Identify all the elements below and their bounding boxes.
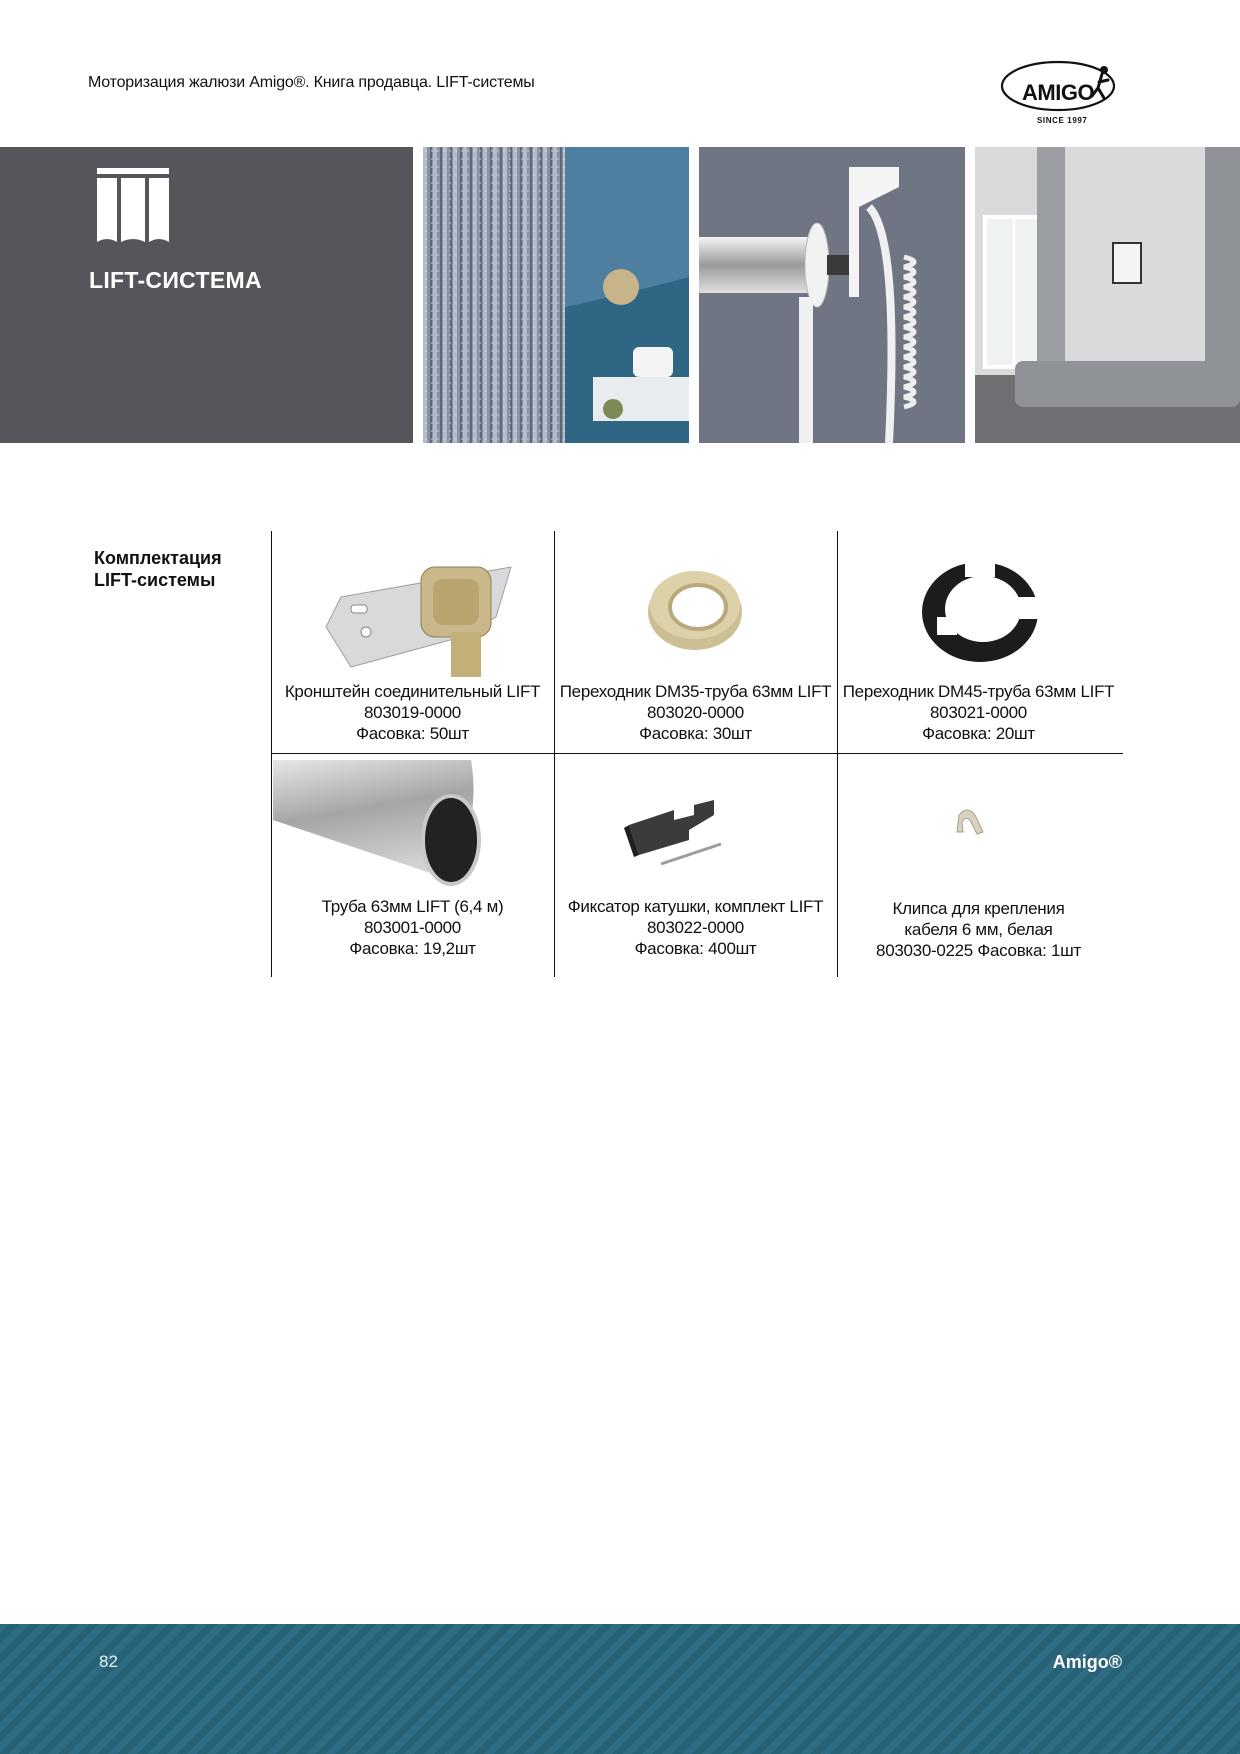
adapter-dm35-image	[554, 537, 837, 687]
page-footer	[0, 1624, 1240, 1754]
product-pack: Фасовка: 400шт	[634, 939, 757, 958]
product-code: кабеля 6 мм, белая	[904, 920, 1053, 939]
product-pack: Фасовка: 50шт	[356, 724, 469, 743]
product-text	[271, 896, 554, 959]
product-code: 803019-0000	[364, 703, 461, 722]
product-pack: 803030-0225 Фасовка: 1шт	[876, 941, 1081, 960]
product-text	[837, 898, 1120, 961]
product-card	[554, 754, 837, 977]
product-name: Переходник DM35-труба 63мм LIFT	[559, 682, 832, 701]
product-name: Кронштейн соединительный LIFT	[284, 682, 541, 701]
product-text	[554, 896, 837, 959]
footer-brand: Amigo®	[1052, 1652, 1122, 1672]
banner-label: LIFT-СИСТЕМА	[89, 267, 262, 293]
product-code: 803020-0000	[647, 703, 744, 722]
logo-wordmark: AMIGO	[1022, 80, 1095, 105]
curtain-photo	[423, 147, 689, 443]
adapter-dm45-image	[837, 537, 1120, 687]
room-photo	[975, 147, 1240, 443]
product-name: Фиксатор катушки, комплект LIFT	[567, 897, 824, 916]
product-code: 803001-0000	[364, 918, 461, 937]
section-label-line2: LIFT-системы	[94, 570, 216, 590]
hero-banner	[0, 147, 1240, 443]
logo-since: SINCE 1997	[1037, 116, 1088, 125]
product-name: Труба 63мм LIFT (6,4 м)	[321, 897, 504, 916]
product-pack: Фасовка: 20шт	[922, 724, 1035, 743]
product-name: Клипса для крепления	[892, 899, 1065, 918]
cable-clip-image	[837, 760, 1120, 910]
product-code: 803021-0000	[930, 703, 1027, 722]
product-text	[837, 681, 1120, 744]
product-text	[271, 681, 554, 744]
section-label	[94, 547, 264, 591]
product-card	[837, 531, 1120, 754]
banner-title-panel	[0, 147, 413, 443]
mechanism-photo	[699, 147, 965, 443]
product-grid	[271, 531, 1123, 977]
page-number: 82	[99, 1652, 118, 1671]
product-card	[837, 754, 1120, 977]
product-name: Переходник DM45-труба 63мм LIFT	[842, 682, 1115, 701]
product-pack: Фасовка: 19,2шт	[349, 939, 476, 958]
blind-icon	[97, 168, 169, 242]
product-card	[271, 754, 554, 977]
amigo-logo	[1000, 58, 1128, 128]
product-text	[554, 681, 837, 744]
bracket-image	[271, 537, 554, 687]
product-card	[554, 531, 837, 754]
document-header-title: Моторизация жалюзи Amigo®. Книга продавца. LIFT-системы	[88, 74, 535, 91]
product-card	[271, 531, 554, 754]
spool-lock-image	[554, 760, 837, 910]
tube-image	[271, 760, 554, 910]
product-pack: Фасовка: 30шт	[639, 724, 752, 743]
product-code: 803022-0000	[647, 918, 744, 937]
section-label-line1: Комплектация	[94, 548, 222, 568]
